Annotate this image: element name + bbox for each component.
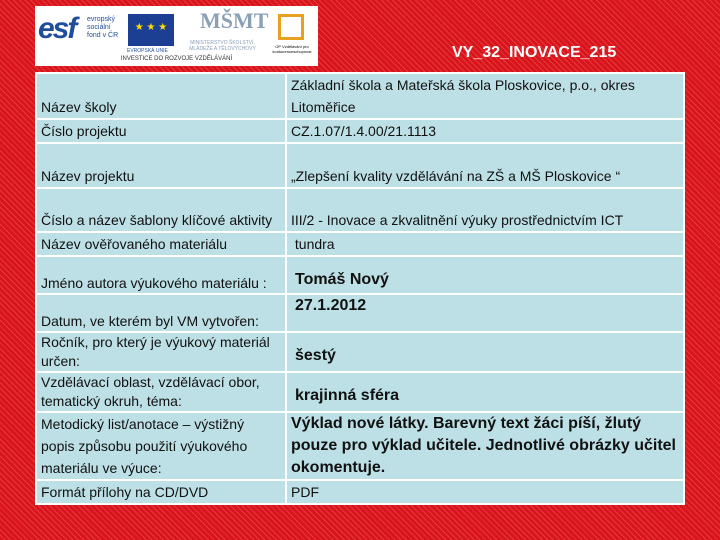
msmt-logo-text: MINISTERSTVO ŠKOLSTVÍ, MLÁDEŽE A TĚLOVÝCHOVY [189, 40, 256, 52]
table-row [36, 412, 684, 480]
table-row [36, 73, 684, 119]
eu-logo-text: EVROPSKÁ UNIE [127, 48, 168, 54]
esf-logo-text: evropský sociální fond v ČR [87, 16, 119, 39]
op-logo-icon [278, 14, 304, 40]
row-value: Tomáš Nový [286, 256, 684, 294]
row-label: Metodický list/anotace – výstižný popis způsobu použití výukového materiálu ve výuce: [36, 412, 286, 480]
row-value: Výklad nové látky. Barevný text žáci píší, žlutý pouze pro výklad učitele. Jednotlivé obrázky učitel okomentuje. [286, 412, 684, 480]
eu-flag-icon: ★ ★ ★ [128, 14, 174, 46]
esf-logo: esf [38, 12, 76, 45]
table-row [36, 480, 684, 504]
row-value: Základní škola a Mateřská škola Ploskovice, p.o., okres Litoměřice [286, 73, 684, 119]
op-logo-text: OP Vzdělávání pro konkurenceschopnost [272, 44, 312, 54]
row-value: krajinná sféra [286, 372, 684, 412]
row-value: 27.1.2012 [286, 294, 684, 332]
table-row [36, 332, 684, 372]
row-value: III/2 - Inovace a zkvalitnění výuky prostřednictvím ICT [286, 188, 684, 232]
row-label: Jméno autora výukového materiálu : [36, 256, 286, 294]
row-label: Název projektu [36, 143, 286, 188]
info-table [35, 72, 685, 505]
row-value: „Zlepšení kvality vzdělávání na ZŠ a MŠ Ploskovice “ [286, 143, 684, 188]
table-row [36, 256, 684, 294]
row-label: Název školy [36, 73, 286, 119]
row-value: PDF [286, 480, 684, 504]
table-row [36, 372, 684, 412]
row-label: Název ověřovaného materiálu [36, 232, 286, 256]
table-row [36, 294, 684, 332]
row-label: Datum, ve kterém byl VM vytvořen: [36, 294, 286, 332]
row-label: Formát přílohy na CD/DVD [36, 480, 286, 504]
row-label: Číslo a název šablony klíčové aktivity [36, 188, 286, 232]
row-label: Vzdělávací oblast, vzdělávací obor, tematický okruh, téma: [36, 372, 286, 412]
row-value: CZ.1.07/1.4.00/21.1113 [286, 119, 684, 143]
logo-banner [35, 6, 318, 66]
row-label: Číslo projektu [36, 119, 286, 143]
investment-slogan: INVESTICE DO ROZVOJE VZDĚLÁVÁNÍ [120, 56, 233, 62]
row-value: tundra [286, 232, 684, 256]
table-row [36, 232, 684, 256]
row-label: Ročník, pro který je výukový materiál určen: [36, 332, 286, 372]
table-row [36, 143, 684, 188]
row-value: šestý [286, 332, 684, 372]
document-code: VY_32_INOVACE_215 [452, 44, 617, 61]
table-row [36, 119, 684, 143]
table-row [36, 188, 684, 232]
msmt-logo: MŠMT [200, 8, 269, 33]
